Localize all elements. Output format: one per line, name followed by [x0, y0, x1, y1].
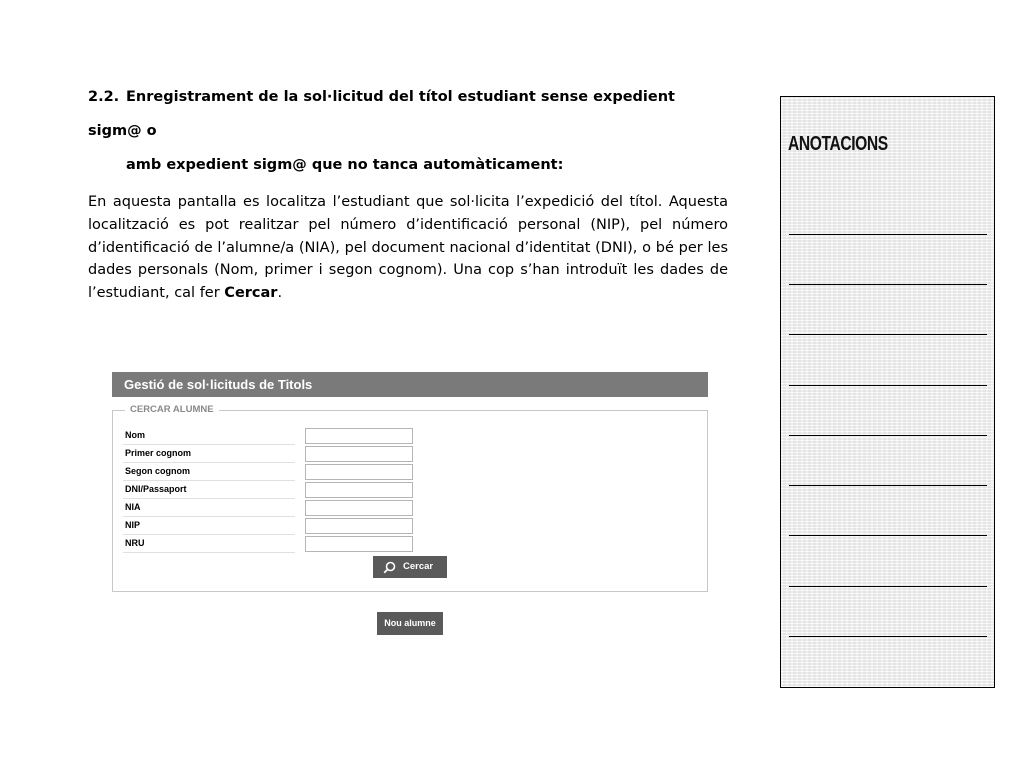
note-line: [789, 535, 987, 536]
field-label: Segon cognom: [123, 464, 295, 481]
note-line: [789, 234, 987, 235]
search-button-label: Cercar: [403, 561, 434, 572]
paragraph-bold-word: Cercar: [224, 285, 278, 302]
nia-input[interactable]: [305, 500, 413, 516]
field-row-dni: [123, 482, 553, 500]
new-student-button[interactable]: Nou alumne: [377, 612, 443, 635]
note-line: [789, 284, 987, 285]
field-label: NRU: [123, 536, 295, 553]
field-row-nia: [123, 500, 553, 518]
screenshot-title-bar: Gestió de sol·licituds de Titols: [112, 372, 708, 397]
nom-input[interactable]: [305, 428, 413, 444]
nip-input[interactable]: [305, 518, 413, 534]
section-heading: [88, 80, 728, 182]
dni-passaport-input[interactable]: [305, 482, 413, 498]
field-row-nom: [123, 428, 553, 446]
field-label: NIP: [123, 518, 295, 535]
app-screenshot: [112, 372, 708, 640]
note-line: [789, 586, 987, 587]
primer-cognom-input[interactable]: [305, 446, 413, 462]
field-row-segon-cognom: [123, 464, 553, 482]
paragraph-end: .: [277, 285, 283, 302]
field-row-nru: [123, 536, 553, 554]
field-label: Primer cognom: [123, 446, 295, 463]
annotations-panel: [780, 96, 995, 688]
paragraph-text: En aquesta pantalla es localitza l’estudiant que sol·licita l’expedició del títol. Aquesta localització es pot realitzar pel número d’identificació personal (NIP), pel número d’identificació de l’alumne/a (NIA), pel document nacional d’identitat (DNI), o bé per les dades personals (Nom, primer i segon cognom). Una cop s’han introduït les dades de l’estudiant, cal fer: [88, 194, 728, 302]
annotations-title: ANOTACIONS: [788, 133, 888, 155]
heading-line-1: Enregistrament de la sol·licitud del títol estudiant sense expedient sigm@ o: [88, 89, 675, 139]
magnifier-icon: [383, 561, 396, 574]
section-number: 2.2.: [88, 89, 120, 105]
segon-cognom-input[interactable]: [305, 464, 413, 480]
field-label: Nom: [123, 428, 295, 445]
nru-input[interactable]: [305, 536, 413, 552]
body-paragraph: [88, 191, 728, 305]
note-line: [789, 385, 987, 386]
field-row-primer-cognom: [123, 446, 553, 464]
note-line: [789, 435, 987, 436]
field-label: DNI/Passaport: [123, 482, 295, 499]
heading-line-2: amb expedient sigm@ que no tanca automàticament:: [126, 157, 564, 173]
note-line: [789, 485, 987, 486]
field-row-nip: [123, 518, 553, 536]
fieldset-legend: CERCAR ALUMNE: [125, 404, 219, 415]
note-line: [789, 334, 987, 335]
field-label: NIA: [123, 500, 295, 517]
note-line: [789, 636, 987, 637]
search-button[interactable]: [373, 556, 447, 578]
